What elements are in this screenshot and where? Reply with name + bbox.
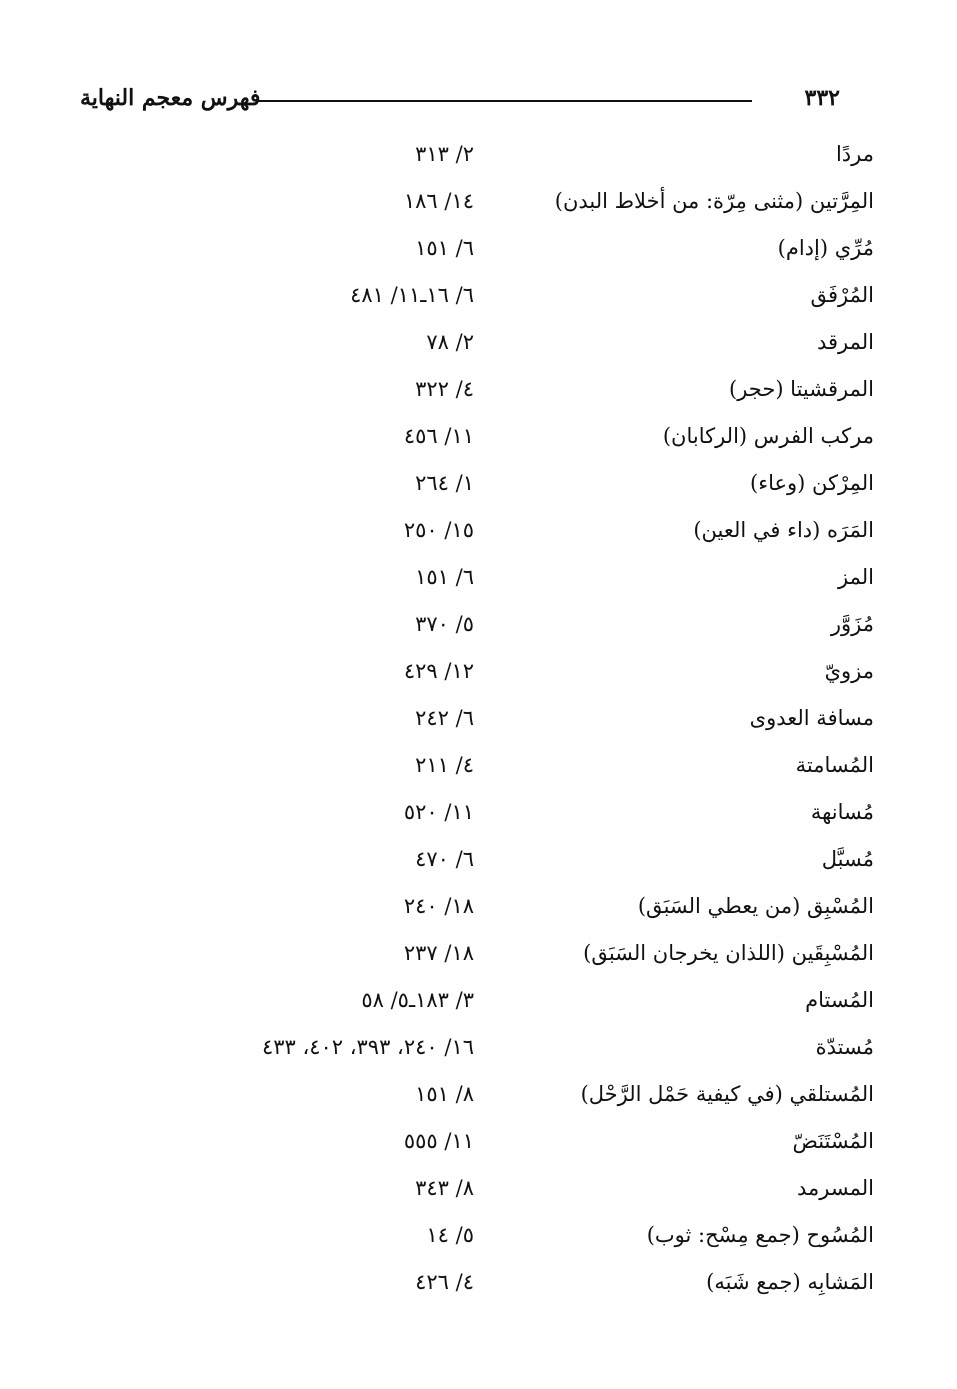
entry-term: مُستدّة	[815, 1035, 874, 1059]
entry-term: المُسُوح (جمع مِسْح: ثوب)	[646, 1223, 874, 1247]
index-entry	[150, 459, 874, 506]
entry-reference: ٦/ ١٦ـ١١/ ٤٨١	[350, 283, 474, 307]
index-entry	[150, 1117, 874, 1164]
index-entry	[150, 694, 874, 741]
index-entries	[150, 130, 874, 1305]
entry-reference: ٦/ ١٥١	[415, 565, 474, 589]
entry-reference: ١١/ ٤٥٦	[403, 424, 474, 448]
header-rule	[258, 100, 752, 102]
entry-reference: ٢/ ٧٨	[426, 330, 474, 354]
entry-term: المرقد	[816, 330, 874, 354]
index-entry	[150, 1211, 874, 1258]
entry-term: المُسْتَنَضّ	[792, 1129, 874, 1153]
entry-term: المُسْبِقَين (اللذان يخرجان السَبَق)	[583, 941, 874, 965]
entry-term: مسافة العدوى	[749, 706, 874, 730]
entry-reference: ٢/ ٣١٣	[415, 142, 474, 166]
index-entry	[150, 224, 874, 271]
entry-term: المِرَّتين (مثنى مِرّة: من أخلاط البدن)	[554, 189, 874, 213]
index-entry	[150, 600, 874, 647]
entry-term: المِرْكن (وعاء)	[750, 471, 874, 495]
entry-term: مزويّ	[824, 659, 874, 683]
index-entry	[150, 271, 874, 318]
header-title: فهرس معجم النهاية	[80, 85, 261, 111]
index-entry	[150, 929, 874, 976]
index-entry	[150, 788, 874, 835]
entry-term: مُسبَّل	[821, 847, 874, 871]
entry-term: مُزَوَّر	[830, 612, 874, 636]
index-entry	[150, 506, 874, 553]
entry-reference: ١١/ ٥٥٥	[403, 1129, 474, 1153]
entry-term: المُستام	[805, 988, 874, 1012]
entry-term: مُرِّي (إدام)	[777, 236, 874, 260]
index-entry	[150, 647, 874, 694]
index-entry	[150, 177, 874, 224]
entry-term: المُسْبِق (من يعطي السَبَق)	[637, 894, 874, 918]
page-number: ٣٣٢	[804, 85, 840, 111]
entry-reference: ٥/ ٣٧٠	[415, 612, 474, 636]
entry-term: المُستلقي (في كيفية حَمْل الرَّحْل)	[580, 1082, 874, 1106]
index-entry	[150, 553, 874, 600]
entry-reference: ١٦/ ٢٤٠، ٣٩٣، ٤٠٢، ٤٣٣	[261, 1035, 474, 1059]
entry-term: مُسانهة	[810, 800, 874, 824]
page-header	[80, 82, 840, 118]
entry-reference: ٣/ ١٨٣ـ٥/ ٥٨	[361, 988, 474, 1012]
entry-reference: ١٥/ ٢٥٠	[403, 518, 474, 542]
index-entry	[150, 1070, 874, 1117]
entry-term: المُسامتة	[795, 753, 874, 777]
entry-term: مردًا	[835, 142, 874, 166]
index-entry	[150, 741, 874, 788]
index-entry	[150, 318, 874, 365]
entry-reference: ١٢/ ٤٢٩	[403, 659, 474, 683]
index-entry	[150, 1023, 874, 1070]
index-entry	[150, 412, 874, 459]
entry-reference: ٦/ ٢٤٢	[415, 706, 474, 730]
entry-reference: ١٤/ ١٨٦	[403, 189, 474, 213]
entry-reference: ١/ ٢٦٤	[415, 471, 474, 495]
entry-term: المَرَه (داء في العين)	[693, 518, 874, 542]
entry-term: المرقشيتا (حجر)	[729, 377, 874, 401]
entry-term: المَشابِه (جمع شَبَه)	[706, 1270, 874, 1294]
index-entry	[150, 365, 874, 412]
entry-reference: ١٨/ ٢٤٠	[403, 894, 474, 918]
entry-reference: ٨/ ١٥١	[415, 1082, 474, 1106]
entry-reference: ٤/ ٢١١	[415, 753, 474, 777]
index-entry	[150, 1258, 874, 1305]
index-entry	[150, 835, 874, 882]
entry-term: المُرْفَق	[810, 283, 874, 307]
entry-reference: ٤/ ٣٢٢	[415, 377, 474, 401]
index-entry	[150, 1164, 874, 1211]
entry-reference: ١١/ ٥٢٠	[403, 800, 474, 824]
entry-reference: ٦/ ٤٧٠	[415, 847, 474, 871]
entry-reference: ٦/ ١٥١	[415, 236, 474, 260]
index-entry	[150, 976, 874, 1023]
entry-reference: ٨/ ٣٤٣	[415, 1176, 474, 1200]
index-entry	[150, 882, 874, 929]
entry-reference: ٥/ ١٤	[426, 1223, 474, 1247]
entry-reference: ٤/ ٤٢٦	[415, 1270, 474, 1294]
entry-term: مركب الفرس (الركابان)	[662, 424, 874, 448]
index-entry	[150, 130, 874, 177]
entry-reference: ١٨/ ٢٣٧	[403, 941, 474, 965]
entry-term: المسرمد	[797, 1176, 874, 1200]
entry-term: المز	[838, 565, 874, 589]
